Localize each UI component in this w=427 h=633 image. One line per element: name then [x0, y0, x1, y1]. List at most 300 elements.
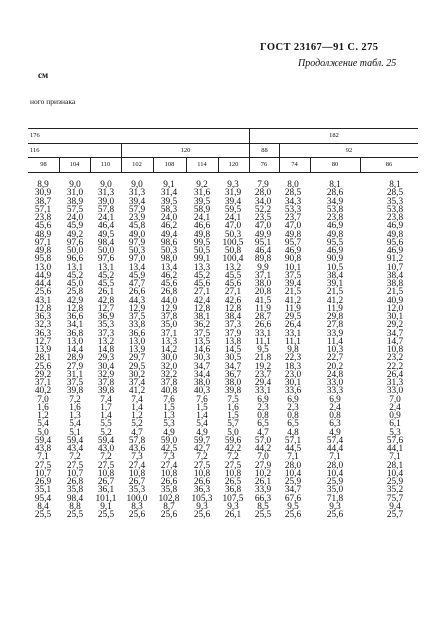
table-cell: 7,6 — [196, 394, 208, 405]
table-cell: 23,8 — [386, 213, 404, 223]
table-cell: 39,5 — [160, 196, 178, 207]
table-cell: 7,0 — [257, 452, 269, 463]
table-cell: 13,0 — [128, 336, 146, 347]
table-cell: 20,2 — [326, 361, 344, 372]
table-cell: 5,5 — [100, 419, 112, 430]
table-cell: 7,6 — [163, 394, 175, 405]
table-cell: 40,2 — [34, 386, 52, 397]
table-cell: 37,3 — [97, 328, 115, 339]
column-header: 108 — [164, 161, 175, 168]
table-cell: 24,0 — [66, 213, 84, 223]
table-cell: 6,5 — [257, 419, 269, 430]
data-column — [89, 181, 123, 519]
table-cell: 36,3 — [193, 485, 211, 496]
column-header: 80 — [331, 161, 339, 168]
table-cell: 29,3 — [97, 353, 115, 364]
table-cell: 37,5 — [66, 378, 84, 388]
table-cell: 13,3 — [160, 336, 178, 347]
table-cell: 31,0 — [66, 188, 84, 199]
table-cell: 45,9 — [128, 270, 146, 281]
table-cell: 37,8 — [97, 378, 115, 388]
table-cell: 34,7 — [224, 361, 242, 372]
table-cell: 31,1 — [66, 369, 84, 380]
table-cell: 59,5 — [224, 204, 242, 215]
table-cell: 7,4 — [100, 394, 112, 405]
table-cell: 37,5 — [193, 328, 211, 339]
data-column — [246, 181, 280, 519]
table-cell: 13,2 — [224, 262, 242, 273]
table-cell: 29,2 — [386, 320, 404, 331]
table-cell: 9,3 — [329, 501, 341, 512]
table-cell: 18,3 — [284, 361, 302, 372]
table-cell: 6,3 — [329, 419, 341, 430]
table-cell: 38,1 — [193, 312, 211, 322]
table-cell: 26,7 — [128, 477, 146, 487]
page-header-standard: ГОСТ 23167—91 С. 275 — [260, 42, 379, 53]
table-cell: 34,7 — [193, 361, 211, 372]
table-cell: 36,3 — [34, 312, 52, 322]
table-cell: 66,3 — [254, 493, 272, 504]
table-cell: 30,3 — [193, 353, 211, 364]
table-cell: 30,1 — [284, 378, 302, 388]
table-cell: 14,8 — [97, 345, 115, 355]
table-cell: 34,0 — [254, 196, 272, 207]
table-cell: 8,5 — [257, 501, 269, 512]
table-cell: 59,6 — [224, 435, 242, 446]
table-cell: 7,1 — [37, 452, 49, 463]
table-cell: 33,9 — [326, 328, 344, 339]
table-cell: 9,9 — [257, 262, 269, 273]
table-cell: 26,6 — [128, 287, 146, 298]
table-cell: 5,4 — [37, 419, 49, 430]
table-cell: 7,4 — [131, 394, 143, 405]
table-cell: 49,8 — [284, 229, 302, 240]
table-cell: 25,6 — [128, 510, 146, 520]
table-cell: 4,9 — [196, 427, 208, 438]
table-cell: 38,4 — [326, 270, 344, 281]
table-cell: 44,1 — [386, 444, 404, 454]
table-cell: 28,0 — [326, 460, 344, 471]
table-cell: 57,8 — [128, 435, 146, 446]
table-cell: 10,8 — [224, 468, 242, 479]
table-cell: 46,2 — [160, 270, 178, 281]
table-cell: 26,6 — [193, 477, 211, 487]
table-cell: 39,4 — [128, 196, 146, 207]
table-cell: 12,8 — [193, 303, 211, 314]
table-cell: 38,0 — [224, 378, 242, 388]
table-cell: 100,0 — [126, 493, 148, 504]
table-cell: 50,8 — [224, 246, 242, 256]
table-cell: 22,3 — [284, 353, 302, 364]
table-cell: 23,5 — [254, 213, 272, 223]
table-cell: 33,9 — [254, 485, 272, 496]
table-cell: 12,8 — [66, 303, 84, 314]
table-cell: 97,1 — [34, 237, 52, 248]
table-cell: 46,6 — [193, 221, 211, 232]
table-cell: 98,4 — [97, 237, 115, 248]
table-cell: 10,8 — [128, 468, 146, 479]
table-cell: 27,5 — [66, 460, 84, 471]
table-cell: 95,8 — [34, 254, 52, 265]
table-cell: 13,9 — [34, 345, 52, 355]
table-cell: 35,3 — [128, 485, 146, 496]
table-cell: 9,0 — [100, 180, 112, 190]
table-cell: 36,6 — [128, 328, 146, 339]
table-cell: 42,8 — [97, 295, 115, 306]
table-cell: 34,4 — [193, 369, 211, 380]
table-cell: 59,4 — [97, 435, 115, 446]
table-cell: 12,9 — [128, 303, 146, 314]
table-cell: 23,0 — [284, 369, 302, 380]
table-cell: 11,9 — [327, 303, 343, 314]
table-cell: 48,9 — [34, 229, 52, 240]
table-cell: 10,8 — [97, 468, 115, 479]
table-cell: 42,6 — [224, 295, 242, 306]
table-cell: 105,3 — [191, 493, 213, 504]
table-cell: 38,4 — [224, 312, 242, 322]
table-cell: 26,6 — [160, 477, 178, 487]
table-cell: 6,9 — [287, 394, 299, 405]
table-cell: 40,3 — [193, 386, 211, 397]
table-cell: 27,5 — [224, 460, 242, 471]
table-cell: 34,7 — [386, 328, 404, 339]
table-cell: 42,9 — [66, 295, 84, 306]
table-cell: 30,5 — [224, 353, 242, 364]
table-cell: 35,2 — [386, 485, 404, 496]
table-cell: 28,5 — [284, 188, 302, 199]
table-cell: 14,7 — [386, 336, 404, 347]
table-cell: 33,3 — [326, 386, 344, 397]
table-cell: 8,1 — [329, 180, 341, 190]
table-cell: 43,6 — [128, 444, 146, 454]
table-cell: 25,9 — [326, 477, 344, 487]
data-column — [378, 181, 412, 519]
table-cell: 12,7 — [97, 303, 115, 314]
table-cell: 14,4 — [66, 345, 84, 355]
table-cell: 28,1 — [386, 460, 404, 471]
table-cell: 36,3 — [34, 328, 52, 339]
table-cell: 7,1 — [389, 452, 401, 463]
table-cell: 7,2 — [69, 394, 81, 405]
table-cell: 30,0 — [160, 353, 178, 364]
table-cell: 21,5 — [284, 287, 302, 298]
table-cell: 29,2 — [34, 369, 52, 380]
table-cell: 35,0 — [160, 320, 178, 331]
table-cell: 45,6 — [193, 279, 211, 289]
table-cell: 10,8 — [193, 468, 211, 479]
table-cell: 30,4 — [97, 361, 115, 372]
table-header-bottom-rule — [28, 172, 418, 173]
table-cell: 8,9 — [37, 180, 49, 190]
table-cell: 11,9 — [285, 303, 301, 314]
table-cell: 33,1 — [254, 328, 272, 339]
table-cell: 28,9 — [66, 353, 84, 364]
table-cell: 37,8 — [160, 378, 178, 388]
column-header: 104 — [69, 161, 80, 168]
table-cell: 46,2 — [160, 221, 178, 232]
table-cell: 42,2 — [224, 444, 242, 454]
table-cell: 37,5 — [128, 312, 146, 322]
table-cell: 13,5 — [193, 336, 211, 347]
table-cell: 25,5 — [66, 510, 84, 520]
table-cell: 31,3 — [97, 188, 115, 199]
table-cell: 42,5 — [160, 444, 178, 454]
table-cell: 13,4 — [128, 262, 146, 273]
table-cell: 28,0 — [284, 460, 302, 471]
table-cell: 7,2 — [100, 452, 112, 463]
table-cell: 44,4 — [34, 279, 52, 289]
table-cell: 29,5 — [284, 312, 302, 322]
table-cell: 37,3 — [224, 320, 242, 331]
table-cell: 49,0 — [128, 229, 146, 240]
table-cell: 7,5 — [227, 394, 239, 405]
table-cell: 101,1 — [95, 493, 117, 504]
table-cell: 49,9 — [254, 229, 272, 240]
table-cell: 100,5 — [222, 237, 244, 248]
table-cell: 50,5 — [193, 246, 211, 256]
table-cell: 34,7 — [284, 485, 302, 496]
table-cell: 7,3 — [163, 452, 175, 463]
table-cell: 10,4 — [284, 468, 302, 479]
table-cell: 10,1 — [284, 262, 302, 273]
table-cell: 35,8 — [66, 485, 84, 496]
table-cell: 9,3 — [227, 180, 239, 190]
table-cell: 45,6 — [34, 221, 52, 232]
table-cell: 7,2 — [227, 452, 239, 463]
data-column — [26, 181, 60, 519]
column-header: 102 — [132, 161, 142, 168]
table-cell: 45,9 — [66, 221, 84, 232]
table-cell: 95,6 — [386, 237, 404, 248]
table-cell: 9,0 — [131, 180, 143, 190]
table-cell: 1,3 — [69, 411, 81, 421]
table-cell: 26,8 — [66, 477, 84, 487]
table-cell: 27,1 — [193, 287, 211, 298]
table-cell: 1,5 — [227, 411, 239, 421]
data-column — [276, 181, 310, 519]
table-cell: 32,9 — [97, 369, 115, 380]
table-cell: 43,4 — [66, 444, 84, 454]
table-cell: 46,4 — [254, 246, 272, 256]
table-cell: 36,7 — [224, 369, 242, 380]
table-cell: 7,1 — [329, 452, 341, 463]
table-cell: 10,2 — [254, 468, 272, 479]
table-cell: 44,0 — [160, 295, 178, 306]
table-cell: 23,9 — [128, 213, 146, 223]
table-cell: 28,0 — [254, 188, 272, 199]
table-cell: 89,8 — [254, 254, 272, 265]
table-cell: 26,5 — [224, 477, 242, 487]
table-cell: 57,8 — [97, 204, 115, 215]
table-cell: 27,4 — [160, 460, 178, 471]
table-cell: 12,8 — [34, 303, 52, 314]
table-cell: 71,8 — [326, 493, 344, 504]
table-cell: 31,6 — [193, 188, 211, 199]
table-cell: 47,0 — [224, 221, 242, 232]
table-cell: 26,1 — [254, 477, 272, 487]
table-cell: 26,1 — [97, 287, 115, 298]
table-cell: 8,8 — [69, 501, 81, 512]
table-cell: 38,8 — [386, 279, 404, 289]
table-cell: 35,8 — [160, 485, 178, 496]
table-cell: 45,2 — [97, 270, 115, 281]
table-cell: 33,1 — [284, 328, 302, 339]
table-rule-group — [28, 143, 418, 144]
table-cell: 13,3 — [193, 262, 211, 273]
table-cell: 13,2 — [97, 336, 115, 347]
table-cell: 49,4 — [160, 229, 178, 240]
table-cell: 95,1 — [254, 237, 272, 248]
table-cell: 5,2 — [100, 427, 112, 438]
table-cell: 25,7 — [386, 510, 404, 520]
table-cell: 59,4 — [34, 435, 52, 446]
data-column — [120, 181, 154, 519]
column-header: 98 — [40, 161, 47, 168]
table-cell: 11,1 — [255, 336, 271, 347]
table-cell: 5,0 — [227, 427, 239, 438]
table-cell: 26,6 — [254, 320, 272, 331]
table-cell: 39,8 — [97, 386, 115, 397]
table-cell: 39,8 — [224, 386, 242, 397]
table-cell: 4,9 — [329, 427, 341, 438]
table-cell: 33,0 — [386, 386, 404, 397]
table-cell: 41,5 — [254, 295, 272, 306]
table-cell: 8,0 — [287, 180, 299, 190]
table-cell: 1,6 — [227, 402, 239, 413]
table-cell: 39,8 — [66, 386, 84, 397]
table-cell: 10,7 — [34, 468, 52, 479]
table-cell: 23,7 — [284, 213, 302, 223]
table-cell: 10,4 — [326, 468, 344, 479]
table-cell: 23,8 — [326, 213, 344, 223]
table-cell: 98,0 — [160, 254, 178, 265]
table-cell: 99,1 — [193, 254, 211, 265]
table-cell: 13,0 — [66, 336, 84, 347]
column-header: 86 — [385, 161, 393, 168]
table-cell: 6,1 — [389, 419, 401, 430]
table-cell: 41,2 — [326, 295, 344, 306]
table-cell: 12,0 — [386, 303, 404, 314]
table-cell: 7,3 — [131, 452, 143, 463]
table-cell: 43,8 — [34, 444, 52, 454]
table-cell: 52,2 — [254, 204, 272, 215]
table-cell: 75,7 — [386, 493, 404, 504]
table-cell: 26,4 — [386, 369, 404, 380]
table-cell: 28,5 — [386, 188, 404, 199]
table-cell: 24,8 — [326, 369, 344, 380]
table-cell: 37,8 — [160, 312, 178, 322]
table-cell: 9,1 — [100, 501, 112, 512]
table-cell: 24,1 — [97, 213, 115, 223]
table-cell: 40,8 — [160, 386, 178, 397]
table-cell: 0,8 — [329, 411, 341, 421]
table-cell: 10,5 — [326, 262, 344, 273]
table-cell: 27,4 — [128, 460, 146, 471]
feature-label: ного признака — [30, 97, 76, 106]
table-cell: 59,0 — [160, 435, 178, 446]
table-cell: 46,9 — [386, 246, 404, 256]
table-cell: 22,2 — [386, 361, 404, 372]
table-cell: 6,9 — [257, 394, 269, 405]
table-cell: 53,8 — [386, 204, 404, 215]
table-cell: 0,8 — [287, 411, 299, 421]
table-cell: 37,1 — [254, 270, 272, 281]
table-cell: 7,2 — [69, 452, 81, 463]
table-cell: 46,9 — [284, 246, 302, 256]
table-cell: 24,1 — [193, 213, 211, 223]
table-cell: 27,8 — [326, 320, 344, 331]
table-cell: 33,0 — [326, 378, 344, 388]
table-cell: 25,8 — [66, 287, 84, 298]
table-cell: 49,5 — [97, 229, 115, 240]
table-cell: 4,9 — [163, 427, 175, 438]
table-cell: 38,9 — [66, 196, 84, 207]
table-cell: 37,1 — [160, 328, 178, 339]
table-cell: 97,6 — [66, 237, 84, 248]
table-cell: 30,9 — [34, 188, 52, 199]
table-cell: 37,9 — [224, 328, 242, 339]
table-cell: 9,0 — [69, 180, 81, 190]
table-cell: 58,9 — [193, 204, 211, 215]
table-cell: 5,2 — [131, 419, 143, 430]
table-cell: 7,0 — [389, 394, 401, 405]
table-cell: 59,4 — [66, 435, 84, 446]
table-cell: 2,4 — [329, 402, 341, 413]
table-cell: 14,5 — [224, 345, 242, 355]
table-cell: 13,4 — [160, 262, 178, 273]
table-cell: 4,8 — [287, 427, 299, 438]
table-cell: 8,1 — [389, 180, 401, 190]
table-cell: 34,9 — [326, 196, 344, 207]
group-mid-label: 120 — [180, 147, 191, 154]
table-cell: 99,5 — [193, 237, 211, 248]
table-cell: 2,4 — [389, 402, 401, 413]
table-cell: 91,2 — [386, 254, 404, 265]
table-cell: 47,7 — [128, 279, 146, 289]
table-cell: 44,9 — [34, 270, 52, 281]
table-cell: 95,5 — [326, 237, 344, 248]
table-cell: 10,7 — [66, 468, 84, 479]
table-cell: 27,1 — [224, 287, 242, 298]
table-cell: 38,4 — [386, 270, 404, 281]
table-cell: 26,8 — [160, 287, 178, 298]
table-cell: 5,1 — [69, 427, 81, 438]
table-cell: 46,9 — [386, 221, 404, 232]
table-cell: 45,2 — [66, 270, 84, 281]
table-cell: 43,0 — [97, 444, 115, 454]
table-cell: 1,7 — [100, 402, 112, 413]
table-cell: 13,9 — [128, 345, 146, 355]
column-header: 76 — [260, 161, 268, 168]
table-top-rule — [28, 128, 418, 129]
table-cell: 98,4 — [66, 493, 84, 504]
table-cell: 23,7 — [254, 369, 272, 380]
table-cell: 8,4 — [37, 501, 49, 512]
table-cell: 33,8 — [128, 320, 146, 331]
table-cell: 5,4 — [196, 419, 208, 430]
table-cell: 1,4 — [196, 411, 208, 421]
table-cell: 33,6 — [284, 386, 302, 397]
table-cell: 27,5 — [97, 460, 115, 471]
table-cell: 25,5 — [97, 510, 115, 520]
table-cell: 38,0 — [193, 378, 211, 388]
table-cell: 27,5 — [34, 460, 52, 471]
table-cell: 9,8 — [287, 345, 299, 355]
table-cell: 7,2 — [196, 452, 208, 463]
table-cell: 57,1 — [34, 204, 52, 215]
table-cell: 31,3 — [386, 378, 404, 388]
table-cell: 46,4 — [97, 221, 115, 232]
